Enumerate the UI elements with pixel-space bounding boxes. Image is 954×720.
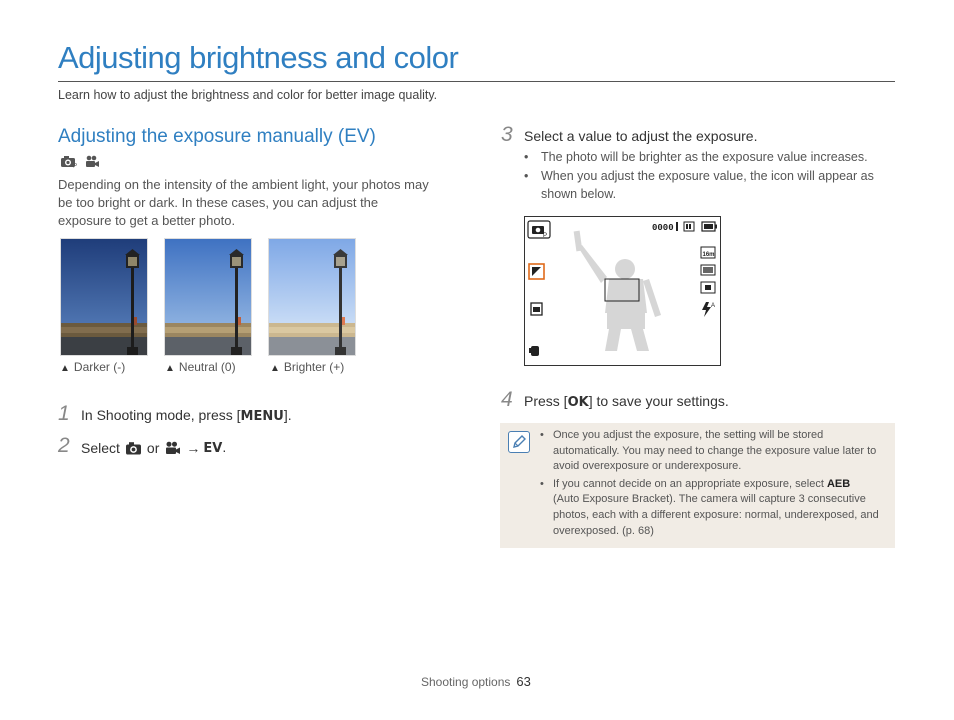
note-item2-after: (Auto Exposure Bracket). The camera will capture 3 consecutive photos, each with a different exposure: normal, underexposed, and overexposed. (p. 68): [553, 493, 879, 537]
step-3-text: Select a value to adjust the exposure.: [524, 128, 758, 144]
step-1-before: In Shooting mode, press [: [81, 407, 241, 423]
step-2-or: or: [146, 439, 160, 456]
caption-text: Neutral (0): [178, 360, 236, 374]
mode-icons: [60, 155, 100, 168]
movie-icon: [84, 155, 100, 168]
step-1-text: [81, 407, 292, 424]
camera-lcd-screen: [524, 216, 721, 366]
step-4-before: Press [: [524, 393, 568, 409]
photo-brighter: [268, 238, 356, 356]
svg-text:P: P: [543, 233, 548, 239]
svg-text:A: A: [711, 303, 716, 309]
step-2-arrow: →: [186, 439, 201, 456]
battery-icon: [702, 222, 717, 231]
triangle-marker: ▲: [60, 363, 70, 374]
note-item2-before: If you cannot decide on an appropriate exposure, select: [553, 477, 824, 490]
note-list: [540, 428, 890, 541]
metering-icon: [701, 282, 715, 293]
photo-caption-brighter: [270, 360, 344, 374]
flash-icon: [702, 302, 715, 317]
page-title: Adjusting brightness and color: [58, 40, 459, 75]
ok-key: OK: [567, 395, 589, 410]
step-3-bullets: [524, 148, 894, 204]
step-1-after: ].: [283, 407, 292, 423]
footer-section: Shooting options: [421, 675, 511, 689]
list-item: • When you adjust the exposure value, the icon will appear as shown below.: [524, 167, 894, 203]
step-3-number: 3: [501, 123, 513, 146]
photo-caption-neutral: [165, 360, 236, 374]
svg-text:16m: 16m: [702, 252, 715, 258]
note-pencil-icon: [508, 431, 530, 453]
triangle-marker: ▲: [270, 363, 280, 374]
stabilizer-hand-icon: [529, 346, 539, 356]
aeb-option: AEB: [826, 477, 851, 490]
memory-card-icon: [684, 222, 694, 231]
timer-icon: [531, 303, 542, 315]
ev-exposure-icon: [529, 264, 544, 279]
section-title: Adjusting the exposure manually (EV): [58, 126, 376, 147]
step-2-end: .: [222, 439, 227, 455]
step-4-text: [524, 393, 729, 410]
movie-icon: [164, 441, 181, 455]
section-paragraph: Depending on the intensity of the ambient light, your photos may be too bright or dark. In these cases, you can adjust the exposure to get a better photo.: [58, 177, 429, 228]
step-4-number: 4: [501, 388, 513, 411]
shot-counter: 0000: [652, 223, 674, 233]
quality-icon: [701, 265, 715, 275]
page-footer: [421, 674, 531, 689]
camera-program-icon: [60, 155, 78, 168]
triangle-marker: ▲: [165, 363, 175, 374]
step-2-number: 2: [58, 434, 70, 457]
step-4-after: ] to save your settings.: [588, 393, 729, 409]
ev-option: EV: [203, 441, 223, 456]
shooting-mode-icon: [528, 221, 550, 239]
photo-darker: [60, 238, 148, 356]
svg-text:P: P: [73, 163, 78, 168]
page-subtitle: Learn how to adjust the brightness and color for better image quality.: [58, 88, 438, 102]
caption-text: Brighter (+): [283, 360, 345, 374]
step-2-select: Select: [81, 439, 120, 456]
step-2-text: [81, 439, 226, 456]
photo-size-icon: [701, 247, 715, 258]
caption-text: Darker (-): [73, 360, 126, 374]
camera-icon: [125, 441, 142, 455]
list-item: • The photo will be brighter as the exposure value increases.: [524, 148, 894, 166]
subject-silhouette: [574, 231, 661, 351]
title-divider: [58, 81, 895, 82]
list-item: • Once you adjust the exposure, the setting will be stored automatically. You may need to change the exposure value later to avoid overexposure or underexposure.: [540, 428, 890, 475]
page-number: 63: [516, 674, 531, 689]
list-item: [540, 477, 890, 539]
photo-caption-darker: [60, 360, 125, 374]
step-1-number: 1: [58, 402, 70, 425]
menu-key: MENU: [240, 409, 284, 424]
photo-neutral: [164, 238, 252, 356]
